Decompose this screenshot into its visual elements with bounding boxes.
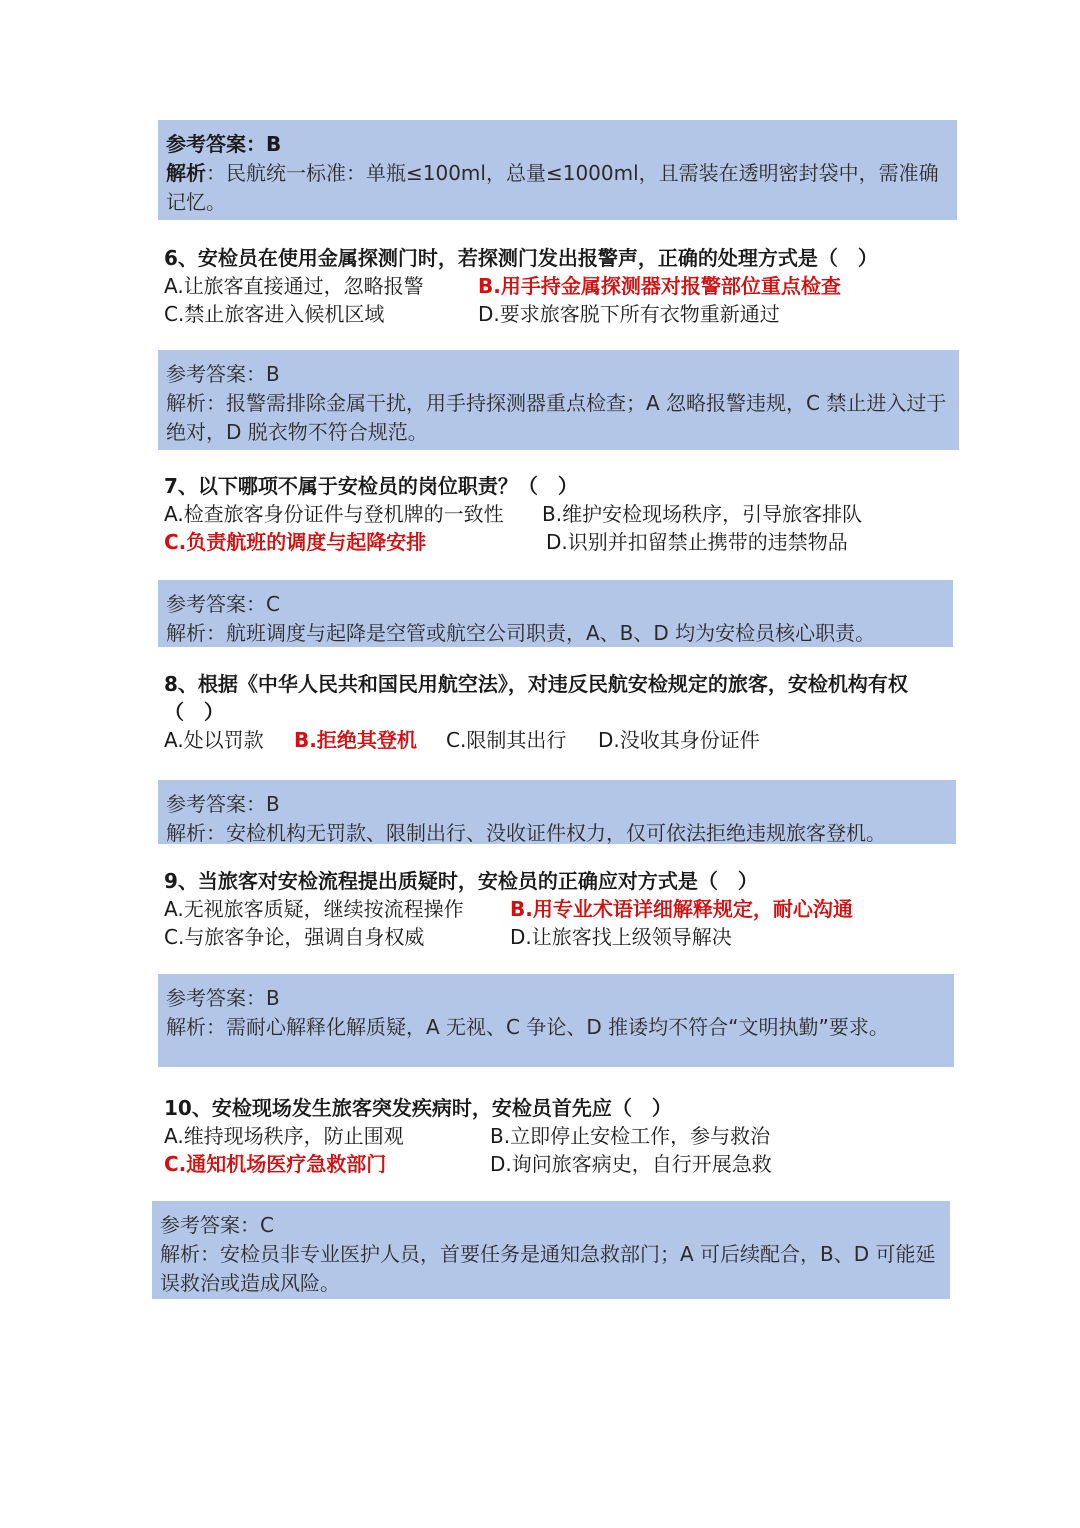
analysis-text: 解析：安检员非专业医护人员，首要任务是通知急救部门；A 可后续配合，B、D 可能延误救治或造成风险。 [160,1242,936,1295]
question-8 [164,670,934,754]
answer-box-7 [158,580,953,647]
answer-label: 参考答案：B [166,792,280,816]
option-a: A.检查旅客身份证件与登机牌的一致性 [164,502,504,526]
answer-box-8 [158,780,956,844]
question-options [164,272,944,328]
analysis-text: 解析：民航统一标准：单瓶≤100ml，总量≤1000ml，且需装在透明密封袋中，需准确记忆。 [166,161,939,214]
question-9 [164,867,944,951]
option-b: B.维护安检现场秩序，引导旅客排队 [542,502,863,526]
option-d: D.没收其身份证件 [598,728,760,752]
analysis-text: 解析：报警需排除金属干扰，用手持探测器重点检查；A 忽略报警违规，C 禁止进入过于绝对，D 脱衣物不符合规范。 [166,391,947,444]
option-a: A.处以罚款 [164,728,264,752]
option-a: A.无视旅客质疑，继续按流程操作 [164,897,464,921]
question-options [164,895,944,951]
answer-label: 参考答案：C [160,1213,274,1237]
question-options [164,500,944,556]
answer-box-10 [152,1201,950,1299]
analysis-text: 解析：航班调度与起降是空管或航空公司职责，A、B、D 均为安检员核心职责。 [166,621,876,645]
question-title: 6、安检员在使用金属探测门时，若探测门发出报警声，正确的处理方式是（ ） [164,246,878,270]
question-6 [164,244,944,328]
question-title: 7、以下哪项不属于安检员的岗位职责？（ ） [164,474,578,498]
option-c: C.限制其出行 [446,728,567,752]
answer-label: 参考答案：B [166,132,282,156]
answer-label: 参考答案：B [166,986,280,1010]
question-10 [164,1094,944,1178]
question-options [164,1122,944,1178]
question-options [164,726,934,754]
option-c: C.与旅客争论，强调自身权威 [164,925,425,949]
answer-label: 参考答案：B [166,362,280,386]
option-c-correct: C.负责航班的调度与起降安排 [164,530,427,554]
option-d: D.让旅客找上级领导解决 [510,925,732,949]
option-b-correct: B.用专业术语详细解释规定，耐心沟通 [510,897,853,921]
option-d: D.要求旅客脱下所有衣物重新通过 [478,302,780,326]
answer-box-9 [158,974,954,1067]
option-b: B.立即停止安检工作，参与救治 [490,1124,771,1148]
option-b-correct: B.用手持金属探测器对报警部位重点检查 [478,274,841,298]
question-7 [164,472,944,556]
option-d: D.识别并扣留禁止携带的违禁物品 [546,530,848,554]
answer-label: 参考答案：C [166,592,280,616]
option-a: A.维持现场秩序，防止围观 [164,1124,404,1148]
option-a: A.让旅客直接通过，忽略报警 [164,274,424,298]
answer-box-6 [158,350,959,450]
question-title: 9、当旅客对安检流程提出质疑时，安检员的正确应对方式是（ ） [164,869,758,893]
question-title: 10、安检现场发生旅客突发疾病时，安检员首先应（ ） [164,1096,672,1120]
question-title: 8、根据《中华人民共和国民用航空法》，对违反民航安检规定的旅客，安检机构有权（ ） [164,672,908,724]
option-c-correct: C.通知机场医疗急救部门 [164,1152,387,1176]
option-d: D.询问旅客病史，自行开展急救 [490,1152,772,1176]
answer-box-5 [158,120,957,220]
analysis-text: 解析：安检机构无罚款、限制出行、没收证件权力，仅可依法拒绝违规旅客登机。 [166,821,886,845]
option-b-correct: B.拒绝其登机 [294,728,417,752]
option-c: C.禁止旅客进入候机区域 [164,302,385,326]
analysis-text: 解析：需耐心解释化解质疑，A 无视、C 争论、D 推诿均不符合“文明执勤”要求。 [166,1015,889,1039]
